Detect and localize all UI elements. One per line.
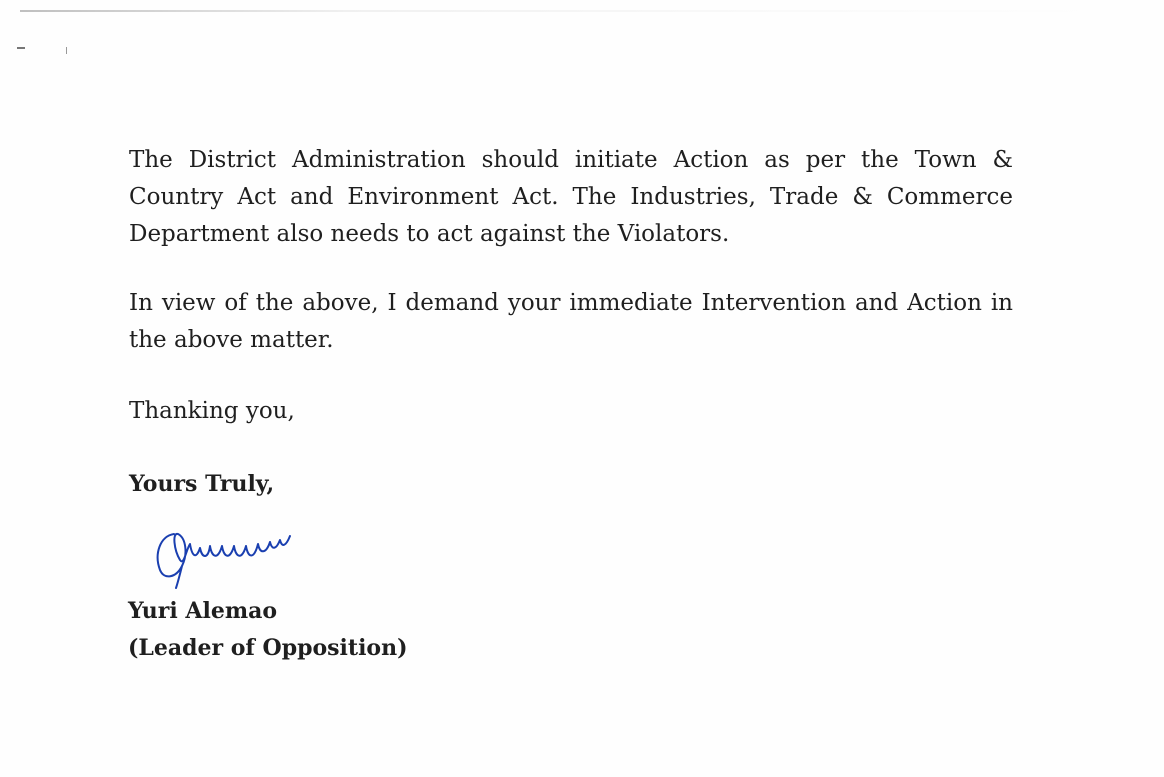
signature-stroke	[158, 534, 290, 588]
signatory-block	[128, 593, 408, 667]
scan-artifact-tick	[66, 47, 67, 54]
signatory-name: Yuri Alemao	[128, 598, 278, 624]
letter-body	[129, 142, 1013, 503]
scan-artifact-mark	[17, 47, 25, 49]
yours-truly-closing: Yours Truly,	[129, 471, 275, 497]
handwritten-signature	[152, 520, 322, 592]
paragraph-demand: In view of the above, I demand your immediate Intervention and Action in the above matter.	[129, 290, 1013, 353]
thanking-line: Thanking you,	[129, 398, 295, 424]
paragraph-action-request: The District Administration should initiate Action as per the Town & Country Act and Environment Act. The Industries, Trade & Commerce Department also needs to act against the Violators.	[129, 147, 1013, 247]
scan-edge-shadow	[20, 10, 1120, 12]
signatory-title: (Leader of Opposition)	[128, 635, 408, 661]
